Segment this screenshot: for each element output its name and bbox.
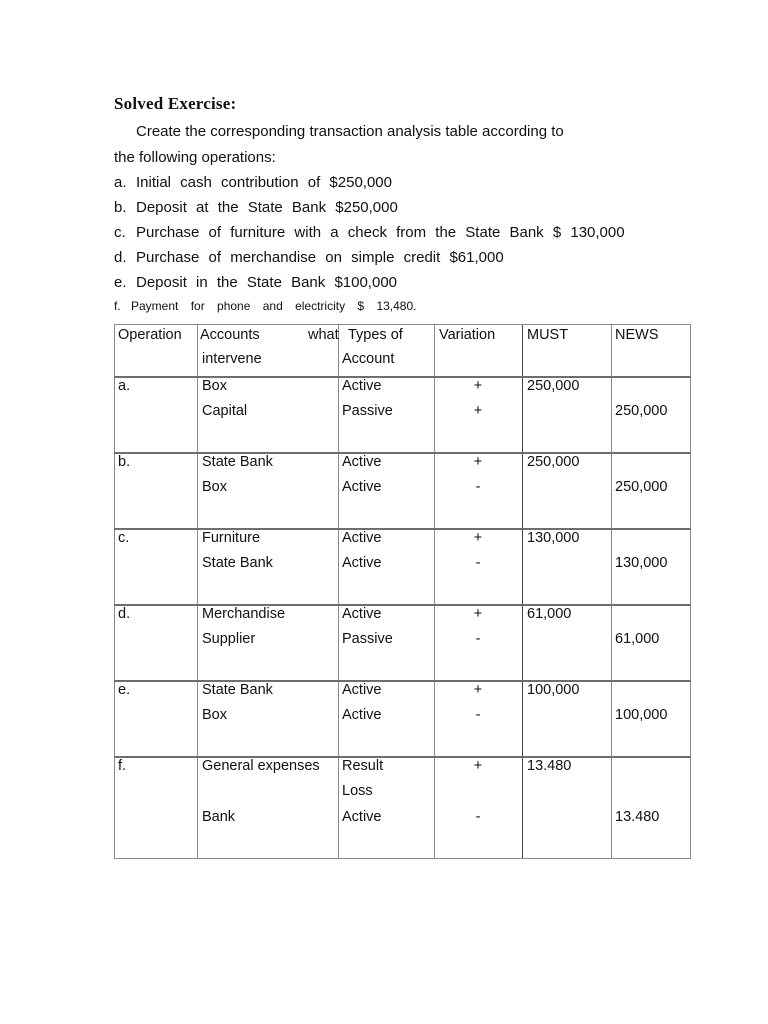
operation-item: [114, 224, 625, 241]
header-must: MUST: [527, 327, 569, 343]
row-news: 100,000: [615, 707, 668, 723]
header-types-line2: Account: [342, 351, 395, 367]
row-account-type: Active: [342, 707, 382, 723]
row-account-type: Active: [342, 454, 382, 470]
row-account: Box: [202, 707, 227, 723]
row-must: 61,000: [527, 606, 572, 622]
operation-marker: b.: [114, 199, 127, 216]
row-news: 130,000: [615, 555, 668, 571]
exercise-heading: Solved Exercise:: [114, 94, 237, 113]
operation-text: Deposit at the State Bank $250,000: [136, 199, 398, 216]
row-must: 13.480: [527, 758, 572, 774]
row-operation: f.: [118, 758, 127, 774]
row-divider: [114, 528, 691, 530]
row-must: 100,000: [527, 682, 580, 698]
operation-text: Deposit in the State Bank $100,000: [136, 274, 398, 291]
row-account: State Bank: [202, 454, 273, 470]
row-divider: [114, 756, 691, 758]
row-account: General expenses: [202, 758, 320, 774]
row-account: Merchandise: [202, 606, 286, 622]
row-variation: +: [473, 454, 483, 470]
operation-item: [114, 299, 416, 313]
row-account: Capital: [202, 403, 248, 419]
operation-item: [114, 274, 397, 291]
operation-item: [114, 174, 392, 191]
row-operation: d.: [118, 606, 131, 622]
row-account: State Bank: [202, 555, 273, 571]
table-border-top: [114, 324, 691, 325]
operation-item: [114, 249, 504, 266]
operation-text: Payment for phone and electricity $ 13,480.: [131, 299, 417, 313]
row-operation: a.: [118, 378, 131, 394]
column-divider: [522, 324, 523, 859]
row-variation: +: [473, 682, 483, 698]
row-variation: +: [473, 530, 483, 546]
row-account: Box: [202, 378, 227, 394]
row-operation: b.: [118, 454, 131, 470]
row-variation: +: [473, 403, 483, 419]
row-account-type: Active: [342, 555, 382, 571]
row-must: 130,000: [527, 530, 580, 546]
header-types: Types of: [348, 327, 403, 343]
row-must: 250,000: [527, 378, 580, 394]
row-account: Supplier: [202, 631, 256, 647]
row-variation: -: [475, 479, 481, 495]
column-divider: [611, 324, 612, 859]
table-border-right: [690, 324, 691, 859]
row-account-type: Result: [342, 758, 384, 774]
row-variation: +: [473, 758, 483, 774]
column-divider: [338, 324, 339, 859]
header-variation: Variation: [439, 327, 496, 343]
operation-text: Purchase of furniture with a check from the State Bank $ 130,000: [136, 224, 625, 241]
header-divider: [114, 376, 691, 378]
operation-item: [114, 199, 398, 216]
row-variation: +: [473, 378, 483, 394]
row-variation: -: [475, 809, 481, 825]
row-account: Box: [202, 479, 227, 495]
row-divider: [114, 604, 691, 606]
row-operation: c.: [118, 530, 130, 546]
row-account: State Bank: [202, 682, 273, 698]
row-news: 250,000: [615, 479, 668, 495]
header-accounts-what: what: [308, 327, 339, 343]
row-account-type: Active: [342, 809, 382, 825]
intro-line-2: the following operations:: [114, 149, 276, 166]
header-operation: Operation: [118, 327, 182, 343]
table-border-left: [114, 324, 115, 859]
operation-marker: c.: [114, 224, 126, 241]
row-account: Bank: [202, 809, 236, 825]
row-account-type: Passive: [342, 403, 393, 419]
table-border-bottom: [114, 858, 691, 859]
row-variation: -: [475, 555, 481, 571]
operation-marker: d.: [114, 249, 127, 266]
column-divider: [197, 324, 198, 859]
row-account-type: Passive: [342, 631, 393, 647]
header-accounts-line2: intervene: [202, 351, 262, 367]
header-news: NEWS: [615, 327, 659, 343]
row-account-type: Active: [342, 378, 382, 394]
row-account-type-line2: Loss: [342, 783, 373, 799]
operation-text: Purchase of merchandise on simple credit $61,000: [136, 249, 504, 266]
row-variation: -: [475, 631, 481, 647]
operation-marker: e.: [114, 274, 127, 291]
row-account: Furniture: [202, 530, 261, 546]
operation-marker: f.: [114, 299, 121, 313]
row-divider: [114, 452, 691, 454]
row-divider: [114, 680, 691, 682]
row-account-type: Active: [342, 682, 382, 698]
row-variation: +: [473, 606, 483, 622]
row-variation: -: [475, 707, 481, 723]
row-news: 13.480: [615, 809, 660, 825]
operation-text: Initial cash contribution of $250,000: [136, 174, 392, 191]
row-account-type: Active: [342, 530, 382, 546]
row-operation: e.: [118, 682, 131, 698]
row-must: 250,000: [527, 454, 580, 470]
header-accounts: Accounts: [200, 327, 260, 343]
row-news: 61,000: [615, 631, 660, 647]
intro-line-1: Create the corresponding transaction analysis table according to: [136, 123, 564, 140]
transaction-analysis-table: [114, 324, 691, 859]
row-account-type: Active: [342, 479, 382, 495]
row-news: 250,000: [615, 403, 668, 419]
operation-marker: a.: [114, 174, 127, 191]
column-divider: [434, 324, 435, 859]
row-account-type: Active: [342, 606, 382, 622]
